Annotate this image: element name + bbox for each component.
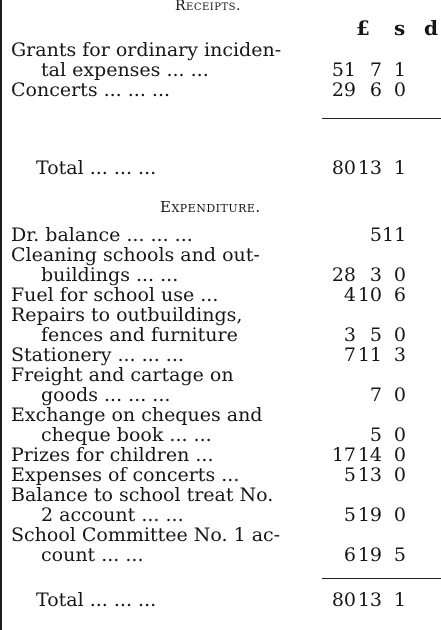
amount-pence: 11 <box>382 224 407 246</box>
amount-shillings: 3 <box>369 264 382 286</box>
amount-pounds: 5 <box>343 504 356 526</box>
amount-pence: 1 <box>393 59 406 81</box>
expenditure-label-line2: fences and furniture <box>41 324 238 346</box>
expenditure-total-rule <box>322 578 441 579</box>
amount-pounds: 17 <box>331 444 356 466</box>
expenditure-amount <box>322 385 406 405</box>
receipts-total-amount <box>322 158 406 178</box>
receipt-label-line1: Grants for ordinary inciden- <box>11 39 282 61</box>
receipt-label-line1: Concerts ... ... ... <box>11 79 171 101</box>
expenditure-label-line1: Exchange on cheques and <box>11 404 263 426</box>
expenditure-amount <box>322 285 406 305</box>
amount-pounds: 5 <box>343 464 356 486</box>
expenditure-label-line2: cheque book ... ... <box>41 424 212 446</box>
amount-shillings: 7 <box>369 59 382 81</box>
expenditure-label-line1: Repairs to outbuildings, <box>11 304 243 326</box>
receipt-item-concerts <box>11 80 170 100</box>
expenditure-amount <box>322 465 406 485</box>
amount-pounds: 29 <box>331 79 356 101</box>
amount-shillings: 14 <box>357 444 382 466</box>
receipt-amount-concerts <box>322 80 406 100</box>
amount-pounds: 3 <box>343 324 356 346</box>
shillings-column-header: s <box>394 16 406 40</box>
expenditure-label-line1: School Committee No. 1 ac- <box>11 524 281 546</box>
amount-pence: 0 <box>393 504 406 526</box>
left-margin-rule <box>0 0 2 630</box>
expenditure-label-line2: buildings ... ... <box>41 264 179 286</box>
expenditure-item <box>11 465 239 485</box>
receipt-item-grants <box>11 40 281 80</box>
amount-pence: 6 <box>393 284 406 306</box>
amount-pounds: 6 <box>343 544 356 566</box>
expenditure-amount <box>322 345 406 365</box>
amount-pence: 0 <box>393 444 406 466</box>
expenditure-item <box>11 485 273 525</box>
amount-pounds: 7 <box>343 344 356 366</box>
receipts-total-rule <box>322 118 441 119</box>
expenditure-item <box>11 345 184 365</box>
amount-shillings: 5 <box>369 324 382 346</box>
expenditure-amount <box>322 545 406 565</box>
expenditure-label-line1: Cleaning schools and out- <box>11 244 260 266</box>
amount-shillings: 13 <box>357 589 382 611</box>
amount-pence: 1 <box>393 157 406 179</box>
expenditure-label-line2: count ... ... <box>41 544 144 566</box>
expenditure-item <box>11 245 260 285</box>
amount-pounds: 80 <box>331 589 356 611</box>
amount-shillings: 19 <box>357 544 382 566</box>
amount-pence: 5 <box>393 544 406 566</box>
receipts-heading: Receipts. <box>175 0 241 14</box>
amount-shillings: 19 <box>357 504 382 526</box>
expenditure-amount <box>322 505 406 525</box>
amount-shillings: 10 <box>357 284 382 306</box>
expenditure-item <box>11 225 193 245</box>
pence-column-header: d <box>424 16 438 40</box>
amount-pence: 0 <box>393 464 406 486</box>
amount-pence: 1 <box>393 589 406 611</box>
expenditure-amount <box>322 425 406 445</box>
amount-pounds: 4 <box>343 284 356 306</box>
amount-shillings: 13 <box>357 464 382 486</box>
expenditure-item <box>11 285 218 305</box>
expenditure-item <box>11 305 242 345</box>
receipts-total-label: Total ... ... ... <box>36 157 157 179</box>
amount-shillings: 5 <box>369 424 382 446</box>
expenditure-amount <box>322 445 406 465</box>
expenditure-label-line2: 2 account ... ... <box>41 504 184 526</box>
expenditure-label-line1: Freight and cartage on <box>11 364 234 386</box>
amount-pence: 0 <box>393 384 406 406</box>
expenditure-heading: Expenditure. <box>160 198 261 216</box>
amount-pounds: 28 <box>331 264 356 286</box>
expenditure-label-line1: Prizes for children ... <box>11 444 214 466</box>
amount-pence: 0 <box>393 79 406 101</box>
expenditure-total-label: Total ... ... ... <box>36 589 157 611</box>
expenditure-label-line1: Expenses of concerts ... <box>11 464 240 486</box>
amount-shillings: 13 <box>357 157 382 179</box>
amount-pence: 0 <box>393 264 406 286</box>
expenditure-item <box>11 365 234 405</box>
expenditure-item <box>11 405 262 445</box>
expenditure-item <box>11 445 214 465</box>
amount-pounds: 80 <box>331 157 356 179</box>
amount-pence: 0 <box>393 324 406 346</box>
receipt-amount-grants <box>322 60 406 80</box>
expenditure-total-amount <box>322 590 406 610</box>
expenditure-label-line1: Stationery ... ... ... <box>11 344 184 366</box>
expenditure-amount <box>322 325 406 345</box>
amount-shillings: 5 <box>369 224 382 246</box>
expenditure-label-line2: goods ... ... ... <box>41 384 171 406</box>
amount-pence: 3 <box>393 344 406 366</box>
expenditure-amount <box>322 225 406 245</box>
receipt-label-line2: tal expenses ... ... <box>41 59 209 81</box>
pounds-column-header: £ <box>356 16 370 40</box>
amount-shillings: 6 <box>369 79 382 101</box>
expenditure-label-line1: Dr. balance ... ... ... <box>11 224 193 246</box>
amount-shillings: 7 <box>369 384 382 406</box>
amount-pounds: 51 <box>331 59 356 81</box>
expenditure-label-line1: Balance to school treat No. <box>11 484 274 506</box>
expenditure-item <box>11 525 280 565</box>
amount-shillings: 11 <box>357 344 382 366</box>
expenditure-label-line1: Fuel for school use ... <box>11 284 219 306</box>
expenditure-amount <box>322 265 406 285</box>
amount-pence: 0 <box>393 424 406 446</box>
